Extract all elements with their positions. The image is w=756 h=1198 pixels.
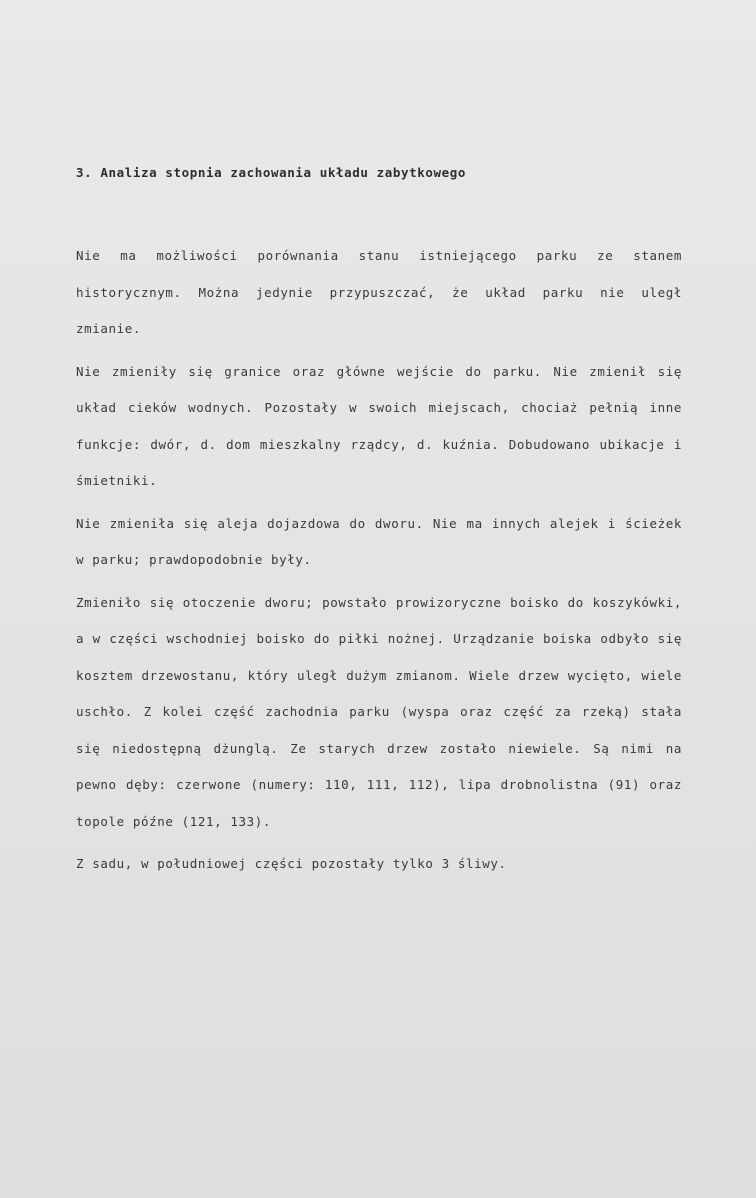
paragraph-comparison: Nie ma możliwości porównania stanu istniejącego parku ze stanem historycznym. Można jedynie przypuszczać, że układ parku nie uległ zmianie. (76, 248, 682, 336)
document-body (76, 160, 682, 891)
paragraph-unchanged-elements: Nie zmieniły się granice oraz główne wejście do parku. Nie zmienił się układ cieków wodnych. Pozostały w swoich miejscach, chociaż pełnią inne funkcje: dwór, d. dom mieszkalny rządcy, d. kuźnia. Dobudowano ubikacje i śmietniki. (76, 363, 682, 488)
paragraph-driveway: Nie zmieniła się aleja dojazdowa do dworu. Nie ma innych alejek i ścieżek w parku; prawdopodobnie były. (76, 515, 682, 567)
paragraph-changes: Zmieniło się otoczenie dworu; powstało prowizoryczne boisko do koszykówki, a w części wschodniej boisko do piłki nożnej. Urządzanie boiska odbyło się kosztem drzewostanu, który uległ dużym zmianom. Wiele drzew wycięto, wiele uschło. Z kolei część zachodnia parku (wyspa oraz część za rzeką) stała się niedostępną dżunglą. Ze starych drzew zostało niewiele. Są nimi na pewno dęby: czerwone (numery: 110, 111, 112), lipa drobnolistna (91) oraz topole późne (121, 133). (76, 594, 682, 829)
section-heading: 3. Analiza stopnia zachowania układu zabytkowego (76, 165, 467, 180)
paragraph-orchard: Z sadu, w południowej części pozostały tylko 3 śliwy. (76, 856, 507, 871)
